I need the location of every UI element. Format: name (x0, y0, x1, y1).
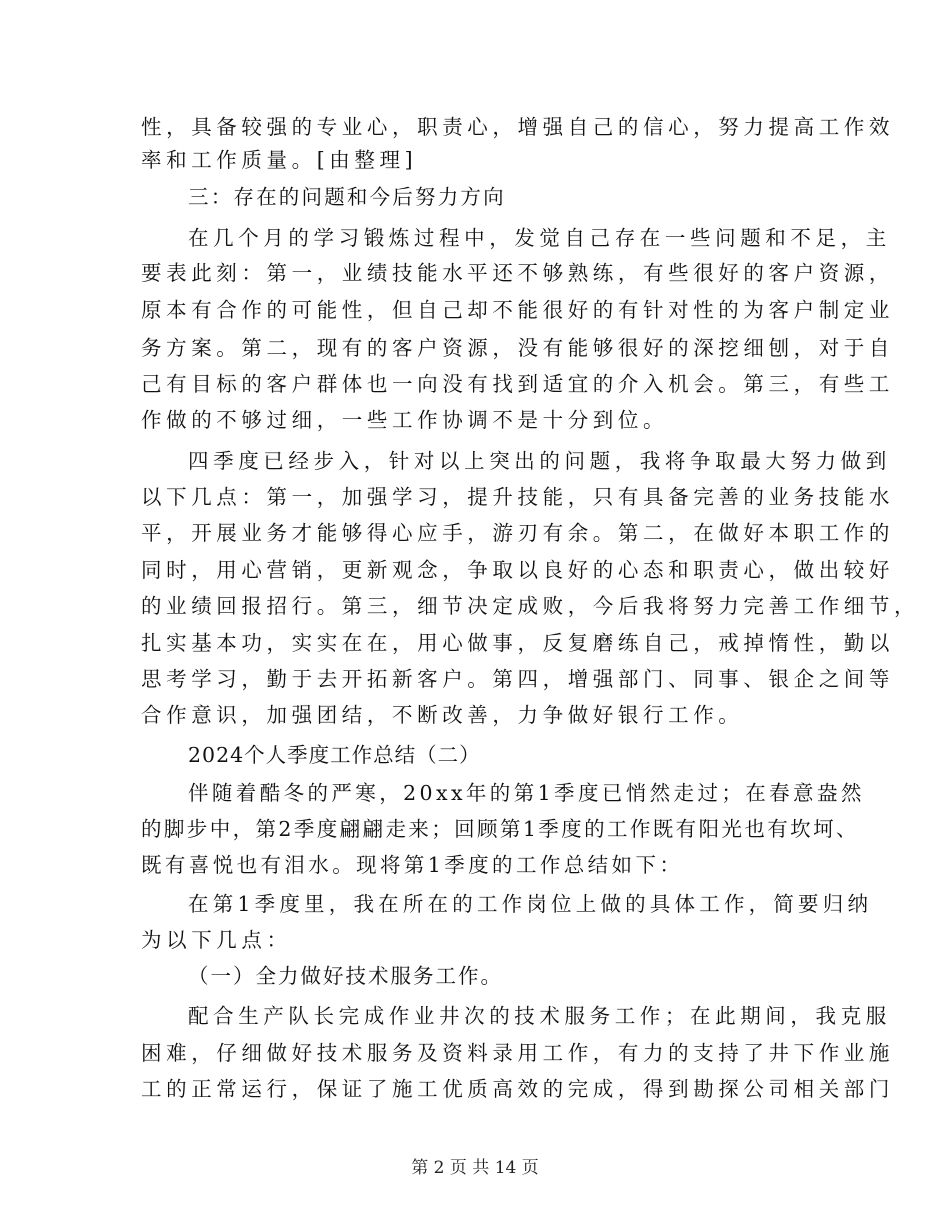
text-line: 在第1季度里，我在所在的工作岗位上做的具体工作，简要归纳 (188, 892, 873, 916)
text-line: 既有喜悦也有泪水。现将第1季度的工作总结如下： (141, 853, 684, 877)
text-line: 以下几点：第一，加强学习，提升技能，只有具备完善的业务技能水 (141, 485, 894, 509)
text-line: 的脚步中，第2季度翩翩走来；回顾第1季度的工作既有阳光也有坎坷、 (141, 817, 859, 841)
text-line: 率和工作质量。[由整理] (141, 148, 418, 172)
text-line: 困难，仔细做好技术服务及资料录用工作，有力的支持了井下作业施 (141, 1041, 894, 1065)
text-line: 工的正常运行，保证了施工优质高效的完成，得到勘探公司相关部门 (141, 1077, 894, 1101)
text-line: 配合生产队长完成作业井次的技术服务工作；在此期间，我克服 (188, 1004, 891, 1028)
section-heading: 三：存在的问题和今后努力方向 (188, 185, 506, 209)
text-line: 务方案。第二，现有的客户资源，没有能够很好的深挖细刨，对于自 (141, 336, 894, 360)
text-line: 平，开展业务才能够得心应手，游刃有余。第二，在做好本职工作的 (141, 521, 894, 545)
text-line: 原本有合作的可能性，但自己却不能很好的有针对性的为客户制定业 (141, 298, 894, 322)
text-line: 作做的不够过细，一些工作协调不是十分到位。 (141, 408, 669, 432)
text-line: 伴随着酷冬的严寒，20xx年的第1季度已悄然走过；在春意盎然 (188, 781, 865, 805)
text-line: 的业绩回报招行。第三，细节决定成败，今后我将努力完善工作细节， (141, 594, 920, 618)
subsection-heading: （一）全力做好技术服务工作。 (188, 964, 503, 988)
section-heading: 2024个人季度工作总结（二） (188, 743, 481, 767)
text-line: 合作意识，加强团结，不断改善，力争做好银行工作。 (141, 703, 744, 727)
text-line: 为以下几点： (141, 928, 292, 952)
page-number-footer: 第 2 页 共 14 页 (411, 1158, 539, 1178)
text-line: 思考学习，勤于去开拓新客户。第四，增强部门、同事、银企之间等 (141, 667, 894, 691)
text-line: 四季度已经步入，针对以上突出的问题，我将争取最大努力做到 (188, 449, 891, 473)
text-line: 己有目标的客户群体也一向没有找到适宜的介入机会。第三，有些工 (141, 372, 894, 396)
text-line: 同时，用心营销，更新观念，争取以良好的心态和职责心，做出较好 (141, 558, 894, 582)
text-line: 性，具备较强的专业心，职责心，增强自己的信心，努力提高工作效 (141, 115, 894, 139)
text-line: 要表此刻：第一，业绩技能水平还不够熟练，有些很好的客户资源， (141, 261, 894, 285)
text-line: 在几个月的学习锻炼过程中，发觉自己存在一些问题和不足，主 (188, 226, 891, 250)
text-line: 扎实基本功，实实在在，用心做事，反复磨练自己，戒掉惰性，勤以 (141, 631, 894, 655)
